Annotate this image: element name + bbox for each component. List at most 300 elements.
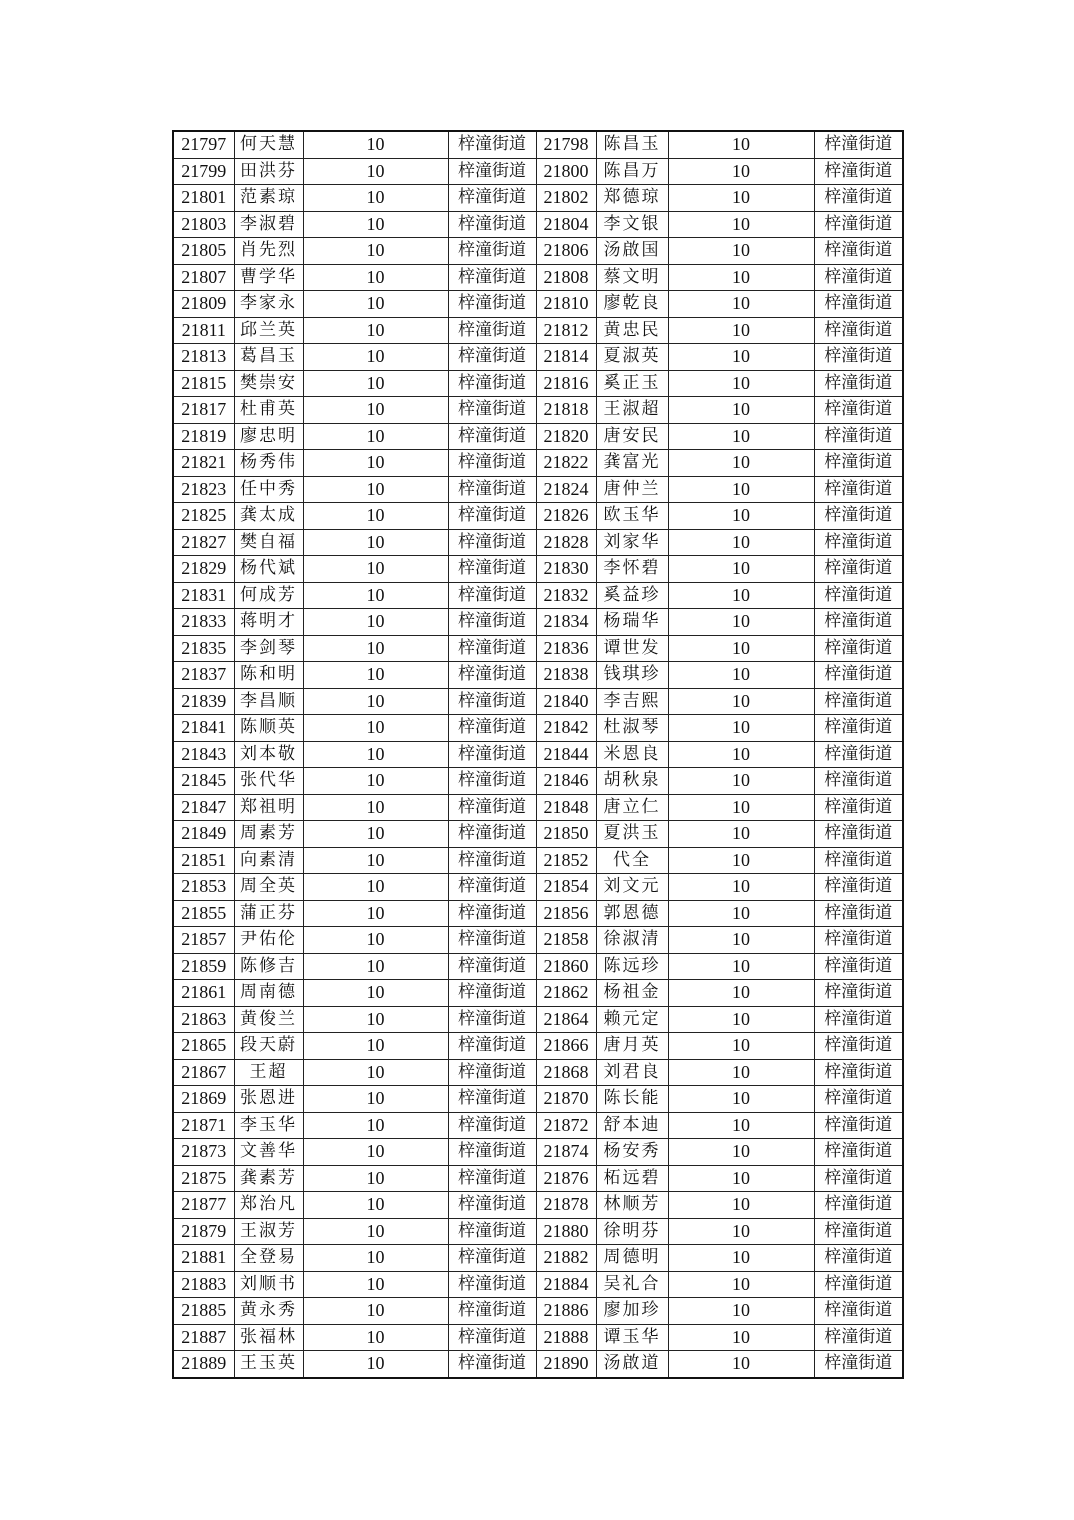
person-name-cell: 范素琼 [234, 185, 303, 212]
record-number-cell: 21821 [173, 450, 234, 477]
amount-cell: 10 [303, 1059, 448, 1086]
street-name-cell: 梓潼街道 [448, 344, 536, 371]
amount-cell: 10 [303, 662, 448, 689]
record-number-cell: 21849 [173, 821, 234, 848]
record-number-cell: 21837 [173, 662, 234, 689]
amount-cell: 10 [668, 874, 814, 901]
amount-cell: 10 [303, 953, 448, 980]
person-name-cell: 郭恩德 [596, 900, 668, 927]
person-name-cell: 樊崇安 [234, 370, 303, 397]
record-number-cell: 21814 [536, 344, 596, 371]
street-name-cell: 梓潼街道 [448, 1086, 536, 1113]
person-name-cell: 向素清 [234, 847, 303, 874]
amount-cell: 10 [303, 927, 448, 954]
record-number-cell: 21807 [173, 264, 234, 291]
table-row [173, 423, 903, 450]
street-name-cell: 梓潼街道 [814, 1165, 903, 1192]
street-name-cell: 梓潼街道 [448, 609, 536, 636]
person-name-cell: 刘顺书 [234, 1271, 303, 1298]
street-name-cell: 梓潼街道 [448, 131, 536, 158]
amount-cell: 10 [668, 131, 814, 158]
amount-cell: 10 [303, 1192, 448, 1219]
table-row [173, 1059, 903, 1086]
street-name-cell: 梓潼街道 [814, 953, 903, 980]
amount-cell: 10 [668, 1271, 814, 1298]
amount-cell: 10 [303, 131, 448, 158]
amount-cell: 10 [668, 715, 814, 742]
record-number-cell: 21882 [536, 1245, 596, 1272]
amount-cell: 10 [303, 476, 448, 503]
record-number-cell: 21876 [536, 1165, 596, 1192]
street-name-cell: 梓潼街道 [814, 1245, 903, 1272]
record-number-cell: 21883 [173, 1271, 234, 1298]
record-number-cell: 21811 [173, 317, 234, 344]
record-number-cell: 21806 [536, 238, 596, 265]
amount-cell: 10 [668, 741, 814, 768]
table-row [173, 1298, 903, 1325]
amount-cell: 10 [303, 397, 448, 424]
amount-cell: 10 [668, 1006, 814, 1033]
street-name-cell: 梓潼街道 [814, 529, 903, 556]
amount-cell: 10 [303, 1351, 448, 1378]
table-row [173, 847, 903, 874]
person-name-cell: 舒本迪 [596, 1112, 668, 1139]
amount-cell: 10 [668, 1218, 814, 1245]
amount-cell: 10 [668, 1324, 814, 1351]
person-name-cell: 李玉华 [234, 1112, 303, 1139]
person-name-cell: 郑德琼 [596, 185, 668, 212]
record-number-cell: 21833 [173, 609, 234, 636]
amount-cell: 10 [303, 1245, 448, 1272]
amount-cell: 10 [668, 317, 814, 344]
amount-cell: 10 [303, 874, 448, 901]
table-row [173, 1192, 903, 1219]
record-number-cell: 21840 [536, 688, 596, 715]
amount-cell: 10 [668, 370, 814, 397]
amount-cell: 10 [668, 688, 814, 715]
amount-cell: 10 [303, 185, 448, 212]
person-name-cell: 郑祖明 [234, 794, 303, 821]
person-name-cell: 何天慧 [234, 131, 303, 158]
record-number-cell: 21831 [173, 582, 234, 609]
person-name-cell: 黄永秀 [234, 1298, 303, 1325]
street-name-cell: 梓潼街道 [814, 768, 903, 795]
amount-cell: 10 [668, 158, 814, 185]
table-row [173, 635, 903, 662]
street-name-cell: 梓潼街道 [448, 1165, 536, 1192]
table-row [173, 874, 903, 901]
record-number-cell: 21846 [536, 768, 596, 795]
person-name-cell: 杨祖金 [596, 980, 668, 1007]
person-name-cell: 钱琪珍 [596, 662, 668, 689]
amount-cell: 10 [668, 662, 814, 689]
person-name-cell: 周德明 [596, 1245, 668, 1272]
amount-cell: 10 [668, 238, 814, 265]
record-number-cell: 21844 [536, 741, 596, 768]
amount-cell: 10 [668, 450, 814, 477]
table-row [173, 1245, 903, 1272]
amount-cell: 10 [303, 980, 448, 1007]
street-name-cell: 梓潼街道 [814, 1086, 903, 1113]
record-number-cell: 21887 [173, 1324, 234, 1351]
record-number-cell: 21813 [173, 344, 234, 371]
table-row [173, 1271, 903, 1298]
record-number-cell: 21863 [173, 1006, 234, 1033]
record-number-cell: 21797 [173, 131, 234, 158]
person-name-cell: 廖乾良 [596, 291, 668, 318]
person-name-cell: 尹佑伦 [234, 927, 303, 954]
person-name-cell: 郑治凡 [234, 1192, 303, 1219]
amount-cell: 10 [668, 847, 814, 874]
amount-cell: 10 [303, 1298, 448, 1325]
person-name-cell: 杨代斌 [234, 556, 303, 583]
person-name-cell: 王淑超 [596, 397, 668, 424]
street-name-cell: 梓潼街道 [448, 1033, 536, 1060]
amount-cell: 10 [668, 1351, 814, 1378]
person-name-cell: 徐明芬 [596, 1218, 668, 1245]
amount-cell: 10 [668, 1298, 814, 1325]
amount-cell: 10 [668, 794, 814, 821]
street-name-cell: 梓潼街道 [814, 503, 903, 530]
amount-cell: 10 [668, 1139, 814, 1166]
table-row [173, 1006, 903, 1033]
record-number-cell: 21816 [536, 370, 596, 397]
street-name-cell: 梓潼街道 [448, 503, 536, 530]
amount-cell: 10 [668, 503, 814, 530]
person-name-cell: 刘文元 [596, 874, 668, 901]
person-name-cell: 邱兰英 [234, 317, 303, 344]
person-name-cell: 肖先烈 [234, 238, 303, 265]
person-name-cell: 周全英 [234, 874, 303, 901]
record-number-cell: 21809 [173, 291, 234, 318]
record-number-cell: 21832 [536, 582, 596, 609]
street-name-cell: 梓潼街道 [814, 344, 903, 371]
street-name-cell: 梓潼街道 [814, 291, 903, 318]
person-name-cell: 王淑芳 [234, 1218, 303, 1245]
record-number-cell: 21801 [173, 185, 234, 212]
person-name-cell: 李文银 [596, 211, 668, 238]
record-number-cell: 21886 [536, 1298, 596, 1325]
table-row [173, 503, 903, 530]
amount-cell: 10 [303, 158, 448, 185]
street-name-cell: 梓潼街道 [448, 635, 536, 662]
table-row [173, 741, 903, 768]
person-name-cell: 张福林 [234, 1324, 303, 1351]
amount-cell: 10 [303, 556, 448, 583]
record-number-cell: 21798 [536, 131, 596, 158]
amount-cell: 10 [303, 1165, 448, 1192]
street-name-cell: 梓潼街道 [814, 211, 903, 238]
amount-cell: 10 [303, 1006, 448, 1033]
record-number-cell: 21800 [536, 158, 596, 185]
record-number-cell: 21856 [536, 900, 596, 927]
amount-cell: 10 [668, 582, 814, 609]
table-row [173, 450, 903, 477]
record-number-cell: 21858 [536, 927, 596, 954]
amount-cell: 10 [303, 291, 448, 318]
record-number-cell: 21870 [536, 1086, 596, 1113]
street-name-cell: 梓潼街道 [814, 476, 903, 503]
person-name-cell: 张代华 [234, 768, 303, 795]
table-row [173, 1112, 903, 1139]
record-number-cell: 21878 [536, 1192, 596, 1219]
record-number-cell: 21825 [173, 503, 234, 530]
table-row [173, 1324, 903, 1351]
street-name-cell: 梓潼街道 [448, 450, 536, 477]
person-name-cell: 陈远珍 [596, 953, 668, 980]
street-name-cell: 梓潼街道 [814, 1139, 903, 1166]
record-number-cell: 21851 [173, 847, 234, 874]
record-number-cell: 21820 [536, 423, 596, 450]
record-number-cell: 21799 [173, 158, 234, 185]
record-number-cell: 21866 [536, 1033, 596, 1060]
person-name-cell: 刘君良 [596, 1059, 668, 1086]
street-name-cell: 梓潼街道 [814, 662, 903, 689]
person-name-cell: 陈昌玉 [596, 131, 668, 158]
table-row [173, 238, 903, 265]
record-number-cell: 21843 [173, 741, 234, 768]
street-name-cell: 梓潼街道 [448, 1139, 536, 1166]
street-name-cell: 梓潼街道 [448, 423, 536, 450]
street-name-cell: 梓潼街道 [448, 211, 536, 238]
person-name-cell: 刘家华 [596, 529, 668, 556]
record-number-cell: 21881 [173, 1245, 234, 1272]
amount-cell: 10 [668, 397, 814, 424]
person-name-cell: 唐安民 [596, 423, 668, 450]
person-name-cell: 葛昌玉 [234, 344, 303, 371]
person-name-cell: 陈修吉 [234, 953, 303, 980]
record-number-cell: 21885 [173, 1298, 234, 1325]
person-name-cell: 田洪芬 [234, 158, 303, 185]
amount-cell: 10 [668, 1165, 814, 1192]
person-name-cell: 米恩良 [596, 741, 668, 768]
person-name-cell: 李家永 [234, 291, 303, 318]
record-number-cell: 21810 [536, 291, 596, 318]
person-name-cell: 陈和明 [234, 662, 303, 689]
record-number-cell: 21822 [536, 450, 596, 477]
street-name-cell: 梓潼街道 [814, 874, 903, 901]
record-number-cell: 21890 [536, 1351, 596, 1378]
amount-cell: 10 [303, 794, 448, 821]
person-name-cell: 夏淑英 [596, 344, 668, 371]
person-name-cell: 赖元定 [596, 1006, 668, 1033]
amount-cell: 10 [668, 980, 814, 1007]
record-number-cell: 21847 [173, 794, 234, 821]
street-name-cell: 梓潼街道 [448, 1218, 536, 1245]
record-number-cell: 21874 [536, 1139, 596, 1166]
amount-cell: 10 [303, 1324, 448, 1351]
person-name-cell: 夏洪玉 [596, 821, 668, 848]
table-row [173, 131, 903, 158]
street-name-cell: 梓潼街道 [814, 131, 903, 158]
person-name-cell: 代全 [596, 847, 668, 874]
street-name-cell: 梓潼街道 [448, 980, 536, 1007]
amount-cell: 10 [303, 900, 448, 927]
street-name-cell: 梓潼街道 [448, 1059, 536, 1086]
table-row [173, 370, 903, 397]
amount-cell: 10 [303, 1139, 448, 1166]
record-number-cell: 21855 [173, 900, 234, 927]
street-name-cell: 梓潼街道 [814, 609, 903, 636]
street-name-cell: 梓潼街道 [814, 980, 903, 1007]
record-number-cell: 21857 [173, 927, 234, 954]
record-number-cell: 21861 [173, 980, 234, 1007]
street-name-cell: 梓潼街道 [814, 423, 903, 450]
person-name-cell: 杨安秀 [596, 1139, 668, 1166]
person-name-cell: 徐淑清 [596, 927, 668, 954]
record-number-cell: 21823 [173, 476, 234, 503]
street-name-cell: 梓潼街道 [448, 768, 536, 795]
person-name-cell: 唐月英 [596, 1033, 668, 1060]
person-name-cell: 欧玉华 [596, 503, 668, 530]
record-number-cell: 21818 [536, 397, 596, 424]
record-number-cell: 21889 [173, 1351, 234, 1378]
person-name-cell: 谭世发 [596, 635, 668, 662]
amount-cell: 10 [303, 847, 448, 874]
amount-cell: 10 [668, 1245, 814, 1272]
amount-cell: 10 [668, 185, 814, 212]
record-number-cell: 21848 [536, 794, 596, 821]
record-number-cell: 21817 [173, 397, 234, 424]
amount-cell: 10 [303, 635, 448, 662]
person-name-cell: 柘远碧 [596, 1165, 668, 1192]
amount-cell: 10 [303, 529, 448, 556]
table-row [173, 344, 903, 371]
amount-cell: 10 [668, 291, 814, 318]
table-row [173, 768, 903, 795]
person-name-cell: 黄忠民 [596, 317, 668, 344]
table-row [173, 556, 903, 583]
record-number-cell: 21853 [173, 874, 234, 901]
person-name-cell: 何成芳 [234, 582, 303, 609]
record-number-cell: 21841 [173, 715, 234, 742]
record-number-cell: 21888 [536, 1324, 596, 1351]
street-name-cell: 梓潼街道 [814, 317, 903, 344]
table-row [173, 927, 903, 954]
street-name-cell: 梓潼街道 [448, 927, 536, 954]
amount-cell: 10 [303, 264, 448, 291]
street-name-cell: 梓潼街道 [448, 1245, 536, 1272]
table-row [173, 900, 903, 927]
street-name-cell: 梓潼街道 [814, 1112, 903, 1139]
person-name-cell: 唐仲兰 [596, 476, 668, 503]
person-name-cell: 胡秋泉 [596, 768, 668, 795]
amount-cell: 10 [303, 1218, 448, 1245]
table-row [173, 476, 903, 503]
street-name-cell: 梓潼街道 [814, 238, 903, 265]
person-name-cell: 杨秀伟 [234, 450, 303, 477]
person-name-cell: 龚太成 [234, 503, 303, 530]
amount-cell: 10 [668, 1086, 814, 1113]
table-row [173, 529, 903, 556]
amount-cell: 10 [668, 476, 814, 503]
record-number-cell: 21803 [173, 211, 234, 238]
person-name-cell: 李昌顺 [234, 688, 303, 715]
table-row [173, 1139, 903, 1166]
street-name-cell: 梓潼街道 [814, 1006, 903, 1033]
street-name-cell: 梓潼街道 [448, 1324, 536, 1351]
street-name-cell: 梓潼街道 [448, 238, 536, 265]
person-name-cell: 李剑琴 [234, 635, 303, 662]
street-name-cell: 梓潼街道 [448, 529, 536, 556]
amount-cell: 10 [303, 715, 448, 742]
amount-cell: 10 [303, 344, 448, 371]
person-name-cell: 曹学华 [234, 264, 303, 291]
amount-cell: 10 [303, 450, 448, 477]
street-name-cell: 梓潼街道 [814, 185, 903, 212]
table-row [173, 821, 903, 848]
person-name-cell: 林顺芳 [596, 1192, 668, 1219]
amount-cell: 10 [668, 900, 814, 927]
street-name-cell: 梓潼街道 [448, 370, 536, 397]
street-name-cell: 梓潼街道 [814, 158, 903, 185]
table-row [173, 953, 903, 980]
amount-cell: 10 [303, 1086, 448, 1113]
record-number-cell: 21834 [536, 609, 596, 636]
record-number-cell: 21862 [536, 980, 596, 1007]
person-name-cell: 周素芳 [234, 821, 303, 848]
street-name-cell: 梓潼街道 [448, 847, 536, 874]
street-name-cell: 梓潼街道 [814, 1324, 903, 1351]
person-name-cell: 蔡文明 [596, 264, 668, 291]
table-row [173, 397, 903, 424]
street-name-cell: 梓潼街道 [814, 635, 903, 662]
street-name-cell: 梓潼街道 [448, 264, 536, 291]
street-name-cell: 梓潼街道 [814, 1033, 903, 1060]
street-name-cell: 梓潼街道 [448, 900, 536, 927]
record-number-cell: 21869 [173, 1086, 234, 1113]
amount-cell: 10 [303, 1112, 448, 1139]
amount-cell: 10 [303, 741, 448, 768]
amount-cell: 10 [303, 211, 448, 238]
amount-cell: 10 [668, 1033, 814, 1060]
street-name-cell: 梓潼街道 [448, 1112, 536, 1139]
person-name-cell: 李吉熙 [596, 688, 668, 715]
street-name-cell: 梓潼街道 [814, 370, 903, 397]
record-number-cell: 21884 [536, 1271, 596, 1298]
amount-cell: 10 [668, 1059, 814, 1086]
person-name-cell: 唐立仁 [596, 794, 668, 821]
table-row [173, 1165, 903, 1192]
table-row [173, 980, 903, 1007]
amount-cell: 10 [668, 211, 814, 238]
street-name-cell: 梓潼街道 [814, 715, 903, 742]
amount-cell: 10 [668, 529, 814, 556]
record-number-cell: 21880 [536, 1218, 596, 1245]
record-number-cell: 21802 [536, 185, 596, 212]
person-name-cell: 奚正玉 [596, 370, 668, 397]
street-name-cell: 梓潼街道 [448, 953, 536, 980]
street-name-cell: 梓潼街道 [814, 1059, 903, 1086]
record-number-cell: 21852 [536, 847, 596, 874]
table-row [173, 1033, 903, 1060]
table-row [173, 715, 903, 742]
amount-cell: 10 [668, 927, 814, 954]
record-number-cell: 21854 [536, 874, 596, 901]
record-number-cell: 21830 [536, 556, 596, 583]
record-number-cell: 21804 [536, 211, 596, 238]
amount-cell: 10 [668, 609, 814, 636]
amount-cell: 10 [668, 344, 814, 371]
amount-cell: 10 [303, 370, 448, 397]
record-number-cell: 21879 [173, 1218, 234, 1245]
person-name-cell: 奚益珍 [596, 582, 668, 609]
street-name-cell: 梓潼街道 [448, 397, 536, 424]
record-number-cell: 21867 [173, 1059, 234, 1086]
amount-cell: 10 [303, 582, 448, 609]
roster-body [173, 131, 903, 1378]
amount-cell: 10 [303, 1033, 448, 1060]
